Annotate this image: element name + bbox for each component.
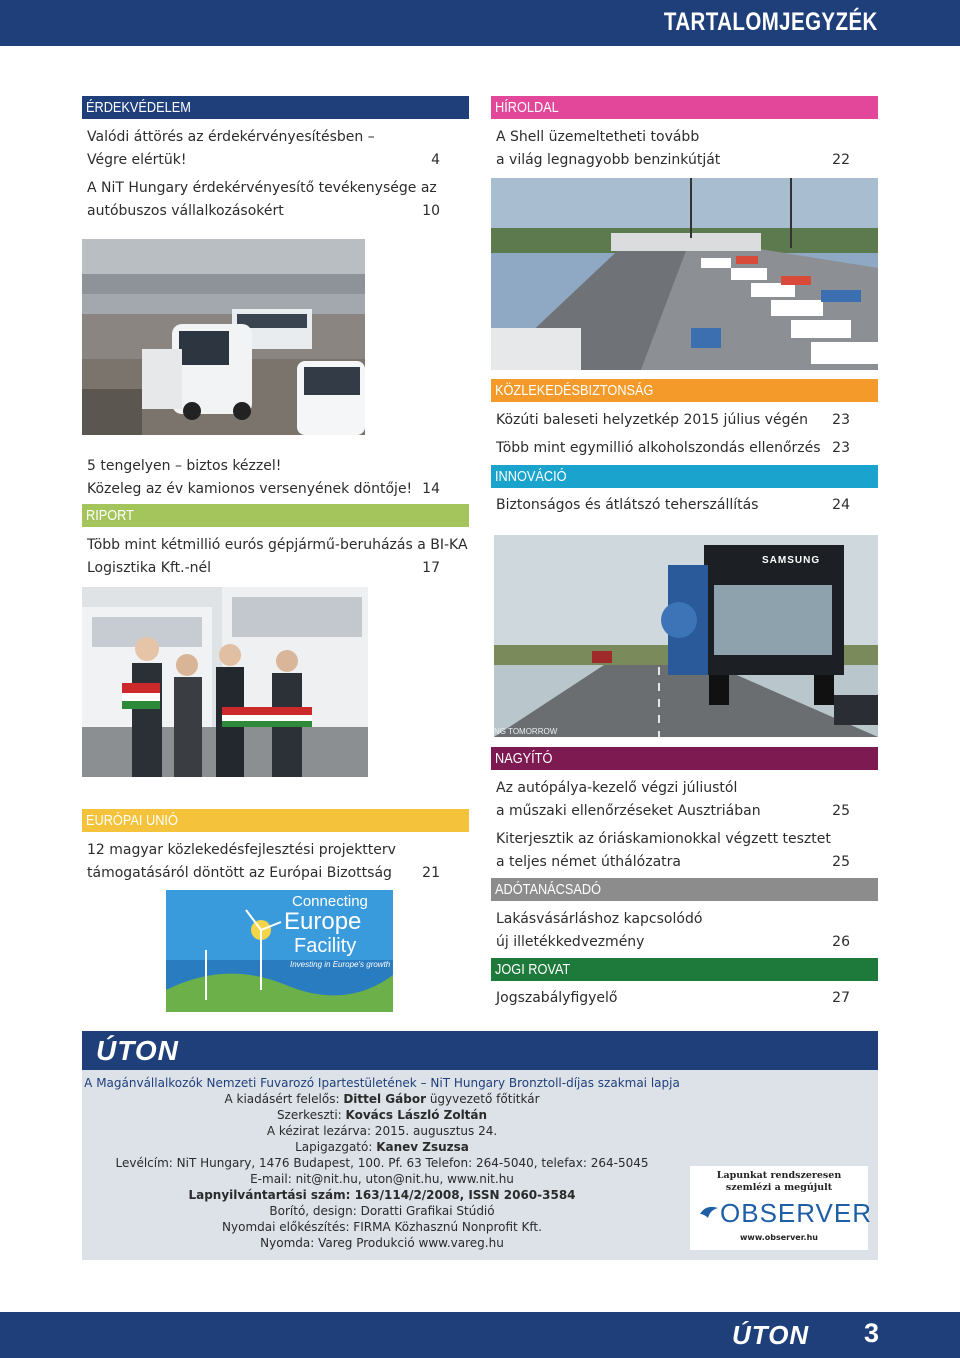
entry-line: 5 tengelyen – biztos kézzel! xyxy=(87,458,282,474)
section-header-jogi-rovat xyxy=(491,958,878,981)
toc-entry[interactable]: Jogszabályfigyelő xyxy=(496,990,618,1006)
section-title: EURÓPAI UNIÓ xyxy=(86,812,178,829)
observer-caption-line: szemlézi a megújult xyxy=(725,1182,833,1193)
entry-line: új illetékkedvezmény xyxy=(496,933,645,950)
section-title: RIPORT xyxy=(86,507,134,524)
entry-line: A Shell üzemeltetheti tovább xyxy=(496,129,700,145)
entry-line: autóbuszos vállalkozásokért xyxy=(87,202,284,219)
page-number: 24 xyxy=(832,497,850,513)
section-title: ADÓTANÁCSADÓ xyxy=(495,881,602,898)
imprint-line xyxy=(82,1219,682,1235)
toc-entry[interactable] xyxy=(496,828,831,873)
imprint-box xyxy=(82,1070,878,1260)
page-number: 23 xyxy=(832,412,850,428)
toc-entry[interactable]: Biztonságos és átlátszó teherszállítás xyxy=(496,497,759,513)
section-title: NAGYÍTÓ xyxy=(495,750,553,767)
page-title: TARTALOMJEGYZÉK xyxy=(664,8,878,36)
imprint-text: Levélcím: NiT Hungary, 1476 Budapest, 100. Pf. 63 Telefon: 264-5040, telefax: 264-5045 xyxy=(115,1156,649,1170)
imprint-bold-text: Kovács László Zoltán xyxy=(345,1108,488,1122)
imprint-text: Szerkeszti: xyxy=(276,1108,346,1122)
toc-entry[interactable] xyxy=(87,177,437,222)
cef-line: Connecting xyxy=(292,893,368,910)
page-number: 14 xyxy=(422,480,440,497)
entry-line: a teljes német úthálózatra xyxy=(496,853,681,870)
page-number: 17 xyxy=(422,559,440,576)
toc-entry[interactable] xyxy=(87,455,412,500)
imprint-text: Lapigazgató: xyxy=(295,1140,377,1154)
entry-line: a világ legnagyobb benzinkútját xyxy=(496,151,721,168)
samsung-truck-photo xyxy=(494,535,878,737)
imprint-line xyxy=(82,1123,682,1139)
imprint-text: Nyomdai előkészítés: FIRMA Közhasznú Nonprofit Kft. xyxy=(222,1220,542,1234)
section-title: KÖZLEKEDÉSBIZTONSÁG xyxy=(495,382,654,399)
imprint-line xyxy=(82,1171,682,1187)
entry-line: 12 magyar közlekedésfejlesztési projektterv xyxy=(87,842,396,858)
bird-icon xyxy=(698,1202,720,1224)
imprint-bold-text: Dittel Gábor xyxy=(343,1092,426,1106)
imprint-text: A Magánvállalkozók Nemzeti Fuvarozó Ipartestületének – NiT Hungary Bronztoll-díjas szakmai lapja xyxy=(84,1076,680,1090)
imprint-line xyxy=(82,1075,682,1091)
observer-caption-line: Lapunkat rendszeresen xyxy=(716,1170,842,1181)
observer-wordmark: OBSERVER xyxy=(720,1198,873,1228)
imprint-line xyxy=(82,1203,682,1219)
section-header-nagyito xyxy=(491,747,878,770)
toc-entry[interactable] xyxy=(496,126,720,171)
truck-parking-photo xyxy=(491,178,878,370)
section-header-adotanacsado xyxy=(491,878,878,901)
toc-entry[interactable] xyxy=(496,777,761,822)
header-bar xyxy=(0,0,960,46)
toc-entry[interactable]: Több mint egymillió alkoholszondás ellenőrzés xyxy=(496,440,821,456)
entry-line: Közeleg az év kamionos versenyének döntője! xyxy=(87,480,413,497)
entry-line: Lakásvásárláshoz kapcsolódó xyxy=(496,911,703,927)
footer-uton-logo: ÚTON xyxy=(732,1320,810,1350)
page-number: 23 xyxy=(832,440,850,456)
imprint-line xyxy=(82,1187,682,1203)
section-header-innovacio xyxy=(491,465,878,488)
observer-badge xyxy=(690,1166,873,1250)
toc-entry[interactable]: Közúti baleseti helyzetkép 2015 július végén xyxy=(496,412,808,428)
toc-entry[interactable] xyxy=(87,839,396,884)
imprint-text: E-mail: nit@nit.hu, uton@nit.hu, www.nit.hu xyxy=(250,1172,514,1186)
section-title: JOGI ROVAT xyxy=(495,961,571,978)
imprint-line xyxy=(82,1139,682,1155)
entry-line: Végre elértük! xyxy=(87,151,187,168)
imprint-bold-text: Kanev Zsuzsa xyxy=(376,1140,469,1154)
entry-line: A NiT Hungary érdekérvényesítő tevékenysége az xyxy=(87,180,437,196)
entry-line: Kiterjesztik az óriáskamionokkal végzett tesztet xyxy=(496,831,831,847)
imprint-line xyxy=(82,1107,682,1123)
entry-line: a műszaki ellenőrzéseket Ausztriában xyxy=(496,802,761,819)
imprint-text: Nyomda: Vareg Produkció www.vareg.hu xyxy=(260,1236,504,1250)
section-header-erdekvedelem xyxy=(82,96,469,119)
page-number: 27 xyxy=(832,990,850,1006)
entry-line: Valódi áttörés az érdekérvényesítésben – xyxy=(87,129,375,145)
minibus-photo xyxy=(82,239,365,435)
imprint-text: Borító, design: Doratti Grafikai Stúdió xyxy=(269,1204,495,1218)
toc-entry[interactable] xyxy=(496,908,702,953)
footer-page-number: 3 xyxy=(864,1318,880,1348)
imprint-text: A kiadásért felelős: xyxy=(224,1092,344,1106)
footer-bar xyxy=(0,1312,960,1358)
entry-line: támogatásáról döntött az Európai Bizottság xyxy=(87,864,392,881)
section-title: INNOVÁCIÓ xyxy=(495,468,567,485)
imprint-bold-text: Lapnyilvántartási szám: 163/114/2/2008, ISSN 2060-3584 xyxy=(188,1188,576,1202)
page-number: 10 xyxy=(422,202,440,219)
section-header-riport xyxy=(82,504,469,527)
section-header-kozlekedesbiztonsag xyxy=(491,379,878,402)
entry-line: Több mint kétmillió eurós gépjármű-beruházás a BI-KA xyxy=(87,537,468,553)
toc-entry[interactable] xyxy=(87,126,375,171)
imprint-line xyxy=(82,1155,682,1171)
section-header-europai-unio xyxy=(82,809,469,832)
imprint-text: ügyvezető főtitkár xyxy=(426,1092,540,1106)
page-number: 22 xyxy=(832,151,850,168)
cef-logo-image xyxy=(166,890,393,1012)
uton-logo: ÚTON xyxy=(96,1035,179,1066)
observer-caption xyxy=(690,1170,868,1194)
imprint-line xyxy=(82,1235,682,1251)
imprint-line xyxy=(82,1091,682,1107)
page-number: 25 xyxy=(832,802,850,819)
section-title: HÍROLDAL xyxy=(495,99,559,116)
ribbon-cutting-photo xyxy=(82,587,368,777)
page-number: 26 xyxy=(832,933,850,950)
page-number: 4 xyxy=(431,151,440,168)
imprint-logo-band xyxy=(82,1031,878,1070)
imprint-text: A kézirat lezárva: 2015. augusztus 24. xyxy=(266,1124,498,1138)
truck-brand-label: SAMSUNG xyxy=(762,555,821,566)
section-title: ÉRDEKVÉDELEM xyxy=(86,99,191,116)
cef-tagline: Investing in Europe's growth xyxy=(290,960,391,969)
entry-line: Az autópálya-kezelő végzi júliustól xyxy=(496,780,738,796)
page-number: 25 xyxy=(832,853,850,870)
section-header-hiroldal xyxy=(491,96,878,119)
photo-caption-fragment: NG TOMORROW xyxy=(494,727,558,736)
cef-line: Europe xyxy=(284,908,362,935)
entry-line: Logisztika Kft.-nél xyxy=(87,559,212,576)
observer-url: www.observer.hu xyxy=(740,1233,818,1242)
cef-line: Facility xyxy=(294,935,357,957)
page-number: 21 xyxy=(422,864,440,881)
